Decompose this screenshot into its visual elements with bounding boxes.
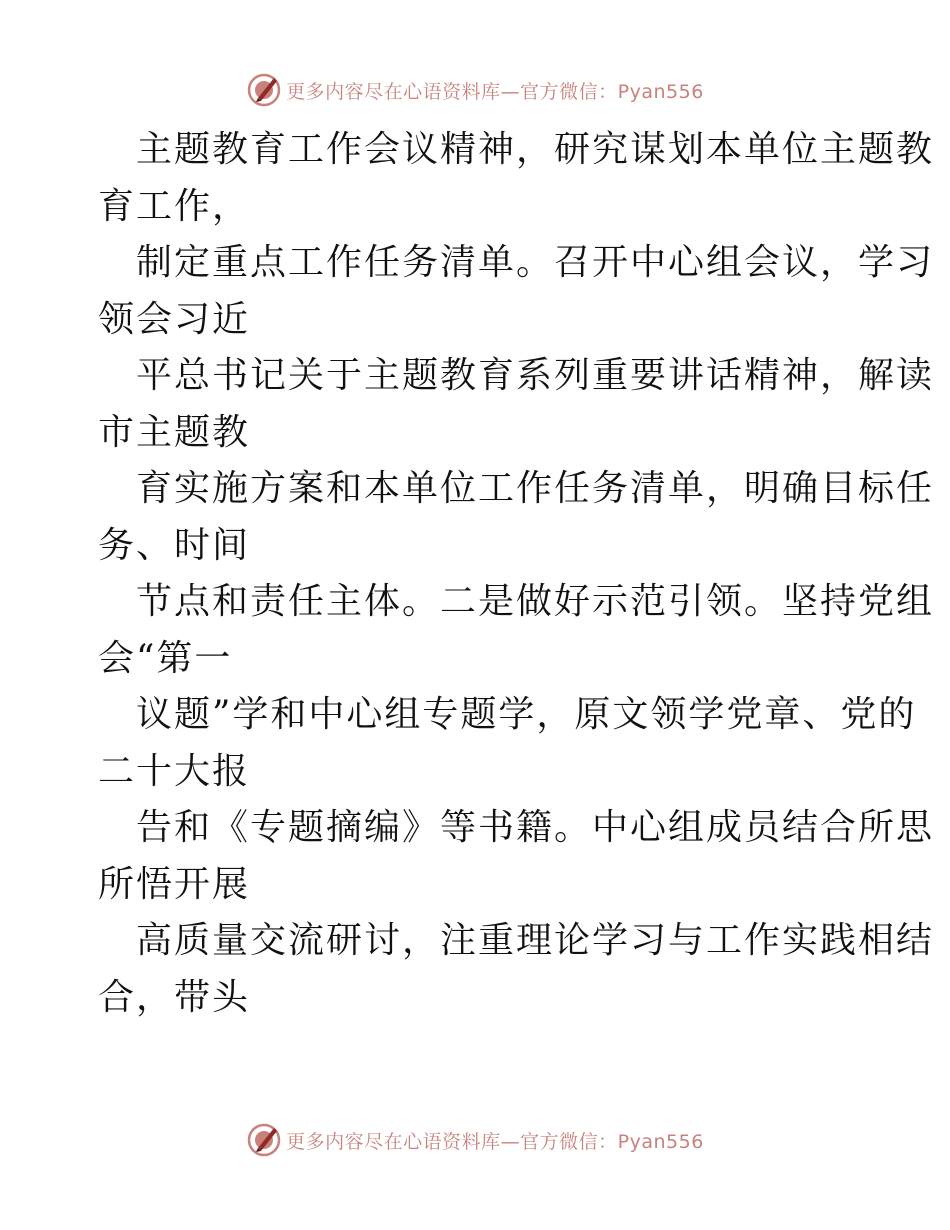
- footer-watermark: [0, 1120, 950, 1160]
- paragraph-line: 会“第一: [98, 637, 233, 679]
- paragraph-line: 主题教育工作会议精神，研究谋划本单位主题教: [136, 129, 935, 170]
- text-paragraph: [98, 913, 935, 1026]
- text-paragraph: [98, 800, 935, 913]
- text-paragraph: [98, 235, 935, 348]
- paragraph-line: 育实施方案和本单位工作任务清单，明确目标任: [136, 468, 935, 509]
- text-paragraph: [98, 122, 935, 235]
- paragraph-line: 育工作，: [98, 185, 251, 227]
- paragraph-line: 市主题教: [98, 411, 251, 453]
- paragraph-line: 平总书记关于主题教育系列重要讲话精神，解读: [136, 355, 935, 396]
- text-paragraph: [98, 461, 935, 574]
- paragraph-line: 高质量交流研讨，注重理论学习与工作实践相结: [136, 920, 935, 961]
- paragraph-line: 告和《专题摘编》等书籍。中心组成员结合所思: [136, 807, 935, 848]
- text-paragraph: [98, 574, 935, 687]
- pen-logo-icon: [246, 1122, 282, 1158]
- paragraph-line: 议题”学和中心组专题学，原文领学党章、党的: [136, 694, 917, 735]
- text-paragraph: [98, 687, 917, 800]
- paragraph-line: 制定重点工作任务清单。召开中心组会议，学习: [136, 242, 935, 283]
- document-body: [98, 122, 935, 1026]
- pen-logo-icon: [246, 72, 282, 108]
- paragraph-line: 合，带头: [98, 976, 251, 1018]
- watermark-text: 更多内容尽在心语资料库—官方微信：Pyan556: [286, 80, 704, 103]
- text-paragraph: [98, 348, 935, 461]
- paragraph-line: 所悟开展: [98, 863, 251, 905]
- paragraph-line: 节点和责任主体。二是做好示范引领。坚持党组: [136, 581, 935, 622]
- watermark-text: 更多内容尽在心语资料库—官方微信：Pyan556: [286, 1130, 704, 1153]
- paragraph-line: 务、时间: [98, 524, 251, 566]
- header-watermark: [0, 70, 950, 110]
- paragraph-line: 二十大报: [98, 750, 251, 792]
- paragraph-line: 领会习近: [98, 298, 251, 340]
